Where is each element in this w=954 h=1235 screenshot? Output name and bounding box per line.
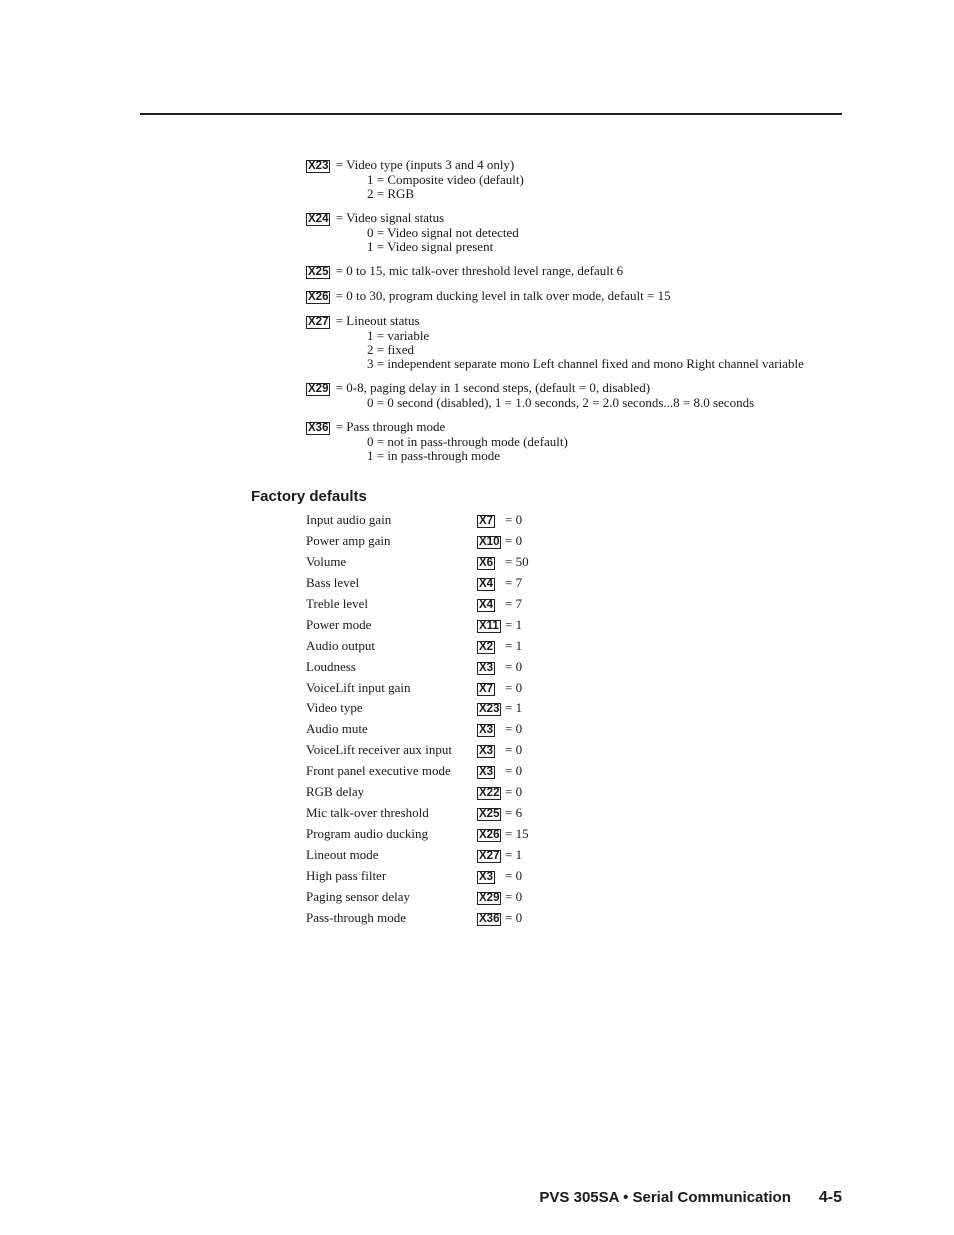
variable-badge: X4: [479, 577, 494, 590]
setting-name: Volume: [306, 553, 347, 569]
variable-badge: X6: [479, 556, 494, 569]
variable-badge: X27: [308, 316, 329, 328]
setting-name: Audio mute: [306, 721, 368, 737]
definition-option: 1 = Video signal present: [367, 239, 494, 254]
variable-badge: X24: [308, 213, 329, 225]
setting-value: = 1: [505, 847, 523, 862]
footer-title: PVS 305SA • Serial Communication: [539, 1189, 791, 1206]
setting-command: [477, 531, 501, 551]
variable-badge: X27: [479, 850, 500, 862]
definition-text: = 0 to 30, program ducking level in talk over mode, default = 15: [335, 288, 671, 303]
setting-command: [477, 866, 495, 886]
setting-value: = 1: [505, 637, 523, 653]
setting-value: = 0: [505, 679, 523, 695]
setting-name: Front panel executive mode: [306, 763, 451, 779]
variable-badge: X23: [479, 703, 500, 716]
definition-option: 3 = independent separate mono Left channel fixed and mono Right channel variable: [367, 356, 804, 371]
setting-name: RGB delay: [306, 784, 365, 800]
definition-x27: [306, 314, 846, 371]
setting-command: [477, 740, 495, 760]
definition-option: 1 = in pass-through mode: [367, 448, 500, 463]
variable-badge: X36: [308, 422, 329, 434]
setting-command: [477, 908, 501, 928]
setting-command: [477, 615, 501, 635]
setting-value: = 50: [505, 553, 529, 569]
setting-command: [477, 510, 495, 530]
setting-value: = 7: [505, 595, 523, 611]
page-footer: [539, 1189, 842, 1207]
setting-name: Power amp gain: [306, 532, 391, 548]
definition-x24: [306, 211, 846, 254]
setting-value: = 1: [505, 616, 523, 632]
setting-name: Bass level: [306, 574, 360, 590]
section-title-factory-defaults: Factory defaults: [251, 488, 367, 505]
variable-badge: X36: [479, 912, 500, 925]
variable-badge: X22: [479, 787, 500, 800]
setting-name: VoiceLift input gain: [306, 679, 411, 695]
setting-name: Program audio ducking: [306, 826, 429, 842]
definition-x36: [306, 420, 846, 463]
setting-command: [477, 552, 495, 572]
setting-value: = 15: [505, 826, 529, 842]
variable-badge: X25: [479, 808, 500, 821]
variable-badge: X3: [479, 766, 494, 779]
variable-badge: X4: [479, 598, 494, 611]
setting-command: [477, 887, 501, 907]
setting-command: [477, 636, 495, 656]
setting-value: = 0: [505, 909, 523, 925]
variable-badge: X26: [479, 829, 500, 842]
definition-option: 2 = fixed: [367, 342, 415, 357]
definition-option: 0 = 0 second (disabled), 1 = 1.0 seconds, 2 = 2.0 seconds...8 = 8.0 seconds: [367, 395, 755, 410]
setting-value: = 0: [505, 532, 523, 548]
definition-text: = Video type (inputs 3 and 4 only): [335, 157, 515, 172]
setting-command: [477, 657, 495, 677]
variable-badge: X23: [308, 160, 329, 172]
definition-text: = Video signal status: [335, 210, 445, 225]
setting-command: [477, 573, 495, 593]
definition-option: 0 = Video signal not detected: [367, 225, 519, 240]
definition-x25: [306, 264, 846, 279]
variable-badge: X29: [308, 383, 329, 395]
setting-command: [477, 824, 501, 844]
variable-badge: X26: [308, 291, 329, 303]
definition-text: = Lineout status: [335, 313, 420, 328]
variable-badge: X11: [479, 619, 499, 632]
variable-badge: X2: [479, 640, 494, 653]
page-number: 4-5: [818, 1189, 842, 1206]
setting-command: [477, 719, 495, 739]
setting-name: High pass filter: [306, 867, 387, 883]
variable-badge: X7: [479, 682, 494, 695]
variable-definitions: [306, 158, 846, 473]
setting-name: Power mode: [306, 616, 372, 632]
variable-badge: X29: [479, 891, 500, 904]
setting-name: Treble level: [306, 595, 368, 611]
setting-name: Loudness: [306, 658, 356, 674]
definition-x26: [306, 289, 846, 304]
variable-badge: X3: [479, 870, 494, 883]
setting-command: [477, 761, 495, 781]
setting-value: = 7: [505, 574, 523, 590]
variable-badge: X3: [479, 745, 494, 758]
setting-value: = 0: [505, 721, 523, 737]
definition-text: = 0 to 15, mic talk-over threshold level range, default 6: [335, 263, 624, 278]
setting-command: [477, 803, 501, 823]
setting-value: = 0: [505, 658, 523, 674]
setting-command: [477, 678, 495, 698]
definition-option: 1 = Composite video (default): [367, 172, 524, 187]
setting-name: Audio output: [306, 637, 375, 653]
variable-badge: X25: [308, 266, 329, 278]
setting-name: Mic talk-over threshold: [306, 805, 429, 821]
setting-name: Paging sensor delay: [306, 888, 410, 904]
setting-value: = 1: [505, 700, 523, 716]
variable-badge: X3: [479, 661, 494, 674]
definition-text: = 0-8, paging delay in 1 second steps, (default = 0, disabled): [335, 380, 651, 395]
setting-command: [477, 698, 501, 718]
variable-badge: X7: [479, 515, 494, 527]
definition-option: 2 = RGB: [367, 186, 415, 201]
setting-value: = 6: [505, 805, 523, 821]
setting-value: = 0: [505, 512, 523, 527]
setting-command: [477, 845, 501, 865]
definition-text: = Pass through mode: [335, 419, 446, 434]
definition-option: 1 = variable: [367, 328, 430, 343]
setting-value: = 0: [505, 888, 523, 904]
setting-name: Video type: [306, 700, 363, 716]
setting-value: = 0: [505, 784, 523, 800]
header-rule: [140, 113, 842, 115]
setting-name: Input audio gain: [306, 512, 392, 527]
variable-badge: X10: [479, 535, 500, 548]
setting-name: Lineout mode: [306, 847, 379, 862]
variable-badge: X3: [479, 724, 494, 737]
definition-x23: [306, 158, 846, 201]
setting-value: = 0: [505, 763, 523, 779]
setting-name: Pass-through mode: [306, 909, 407, 925]
setting-command: [477, 782, 501, 802]
definition-x29: [306, 381, 846, 410]
setting-command: [477, 594, 495, 614]
definition-option: 0 = not in pass-through mode (default): [367, 434, 568, 449]
setting-value: = 0: [505, 867, 523, 883]
setting-value: = 0: [505, 742, 523, 758]
setting-name: VoiceLift receiver aux input: [306, 742, 452, 758]
